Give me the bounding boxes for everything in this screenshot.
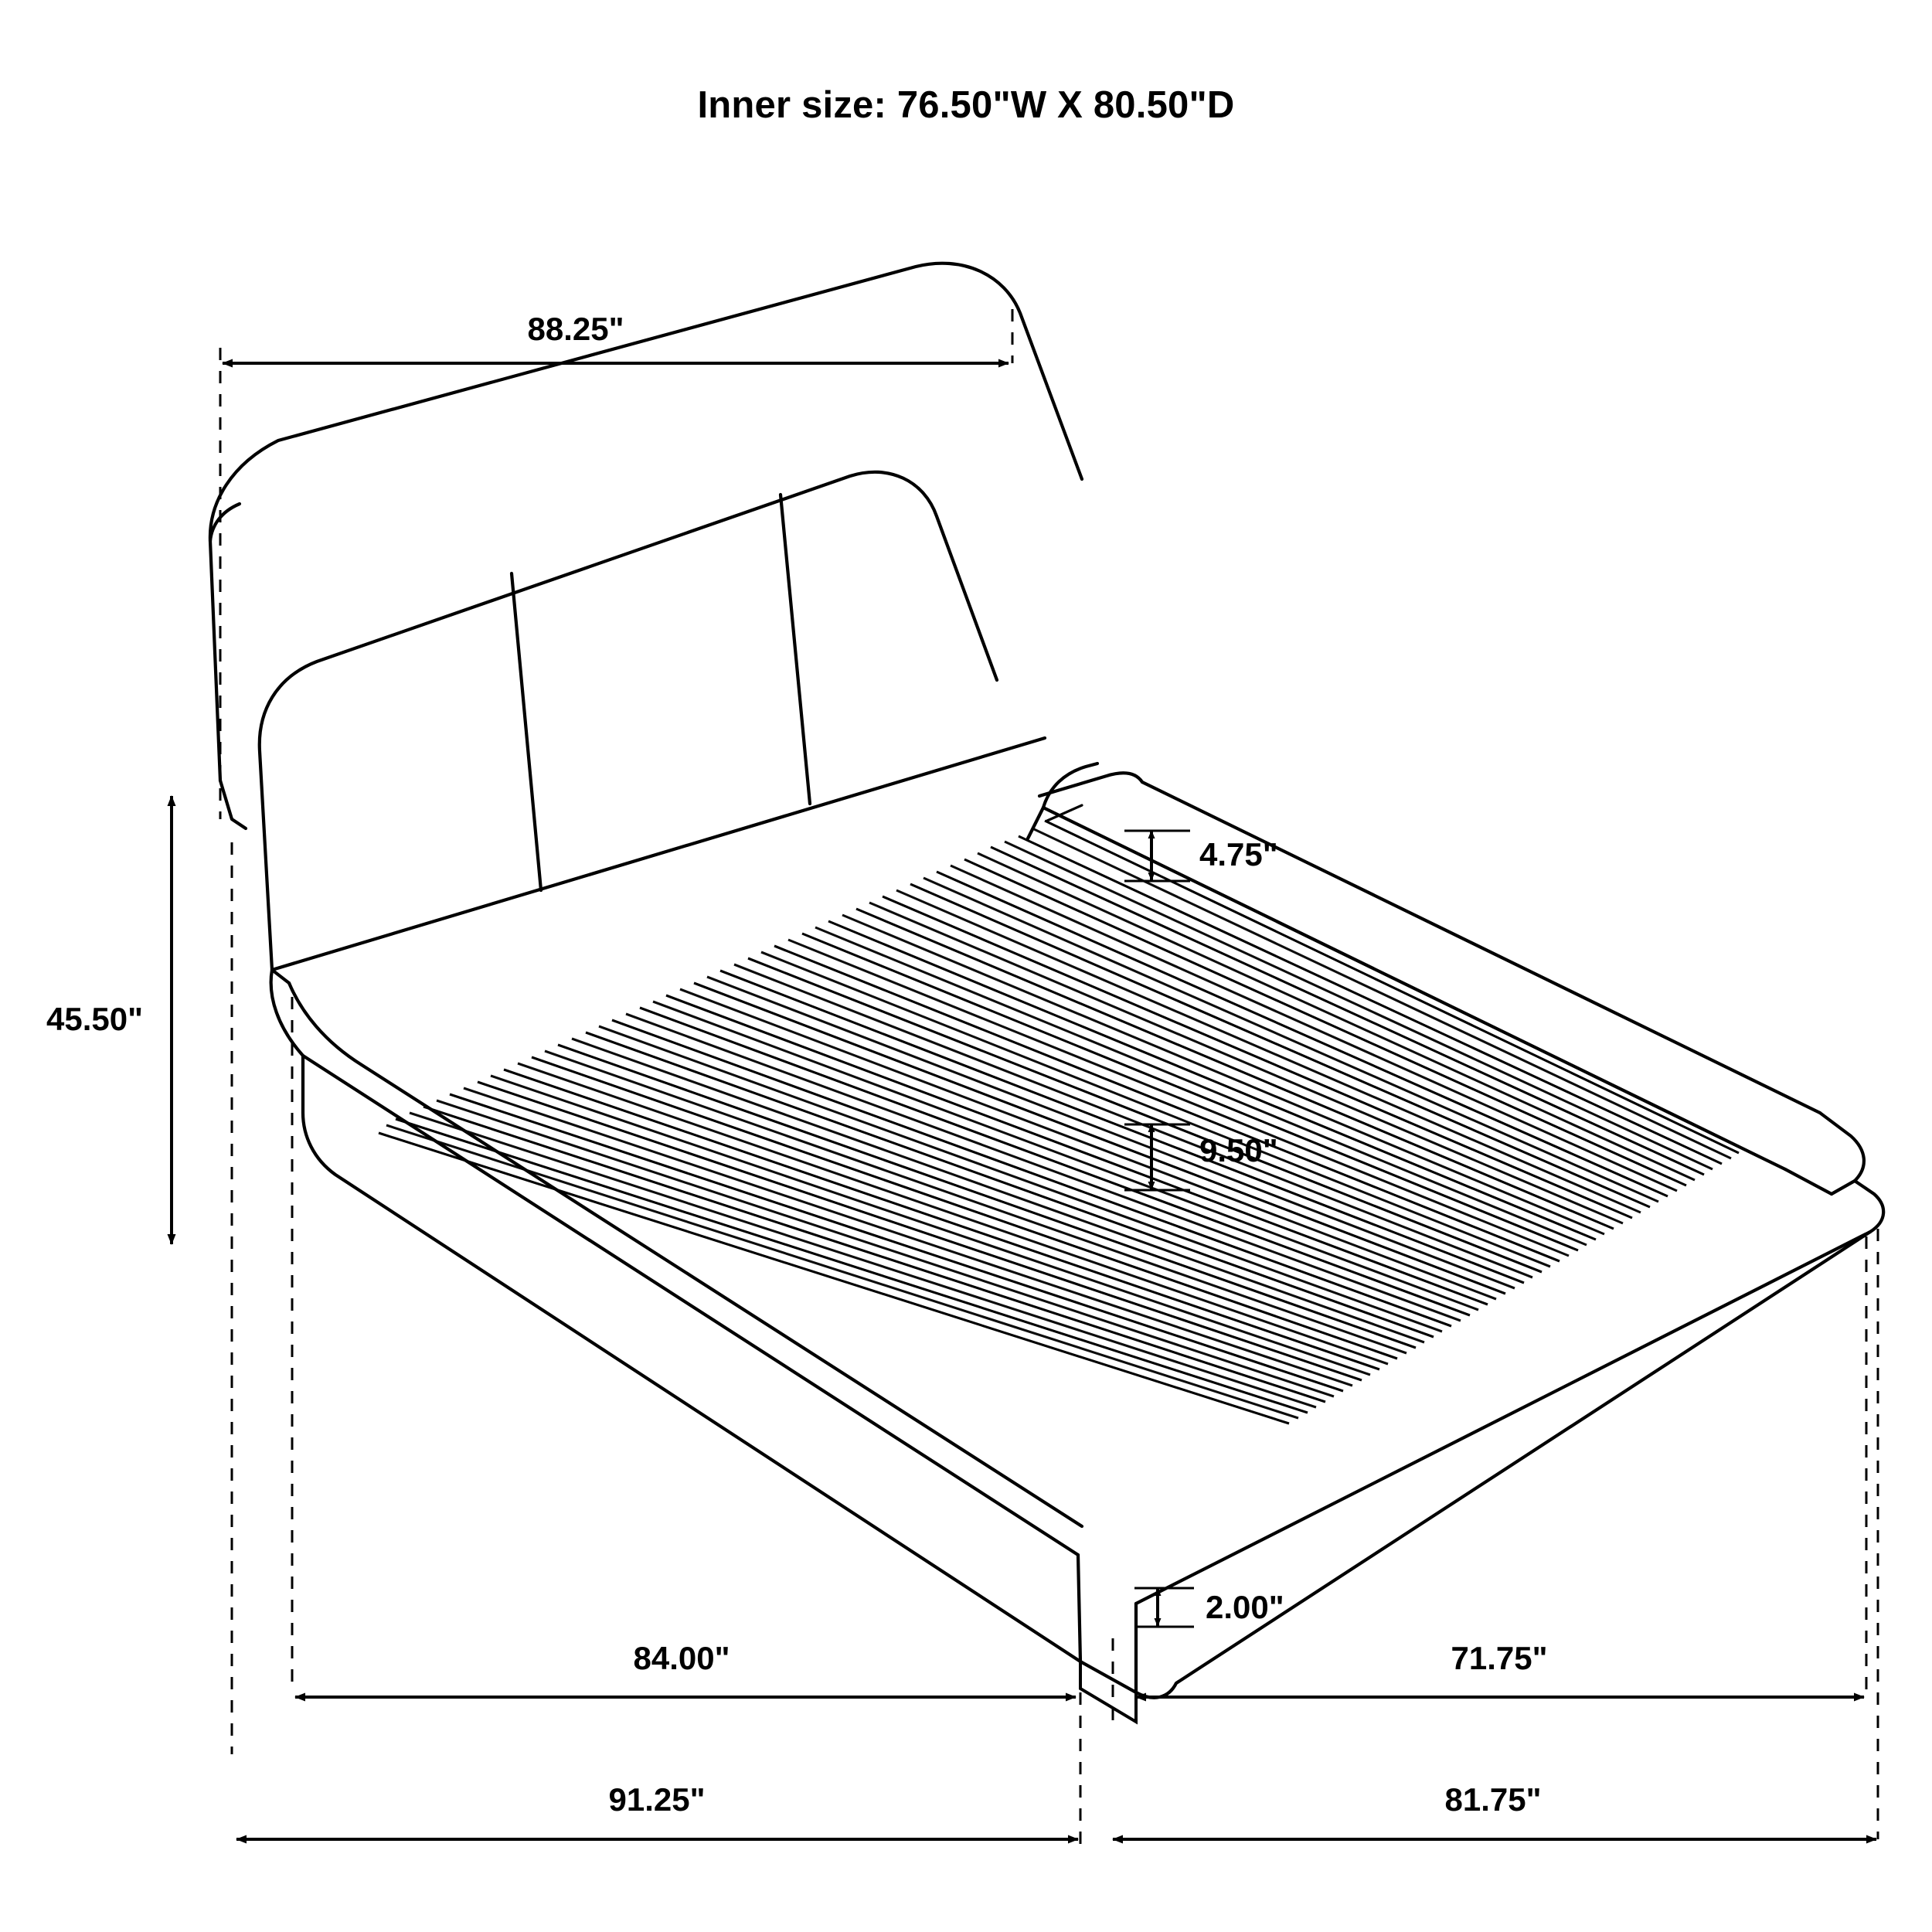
dimension-label-9-50: 9.50" (1199, 1132, 1278, 1168)
dimension-label-2-00: 2.00" (1206, 1589, 1284, 1625)
dimension-label-91-25: 91.25" (608, 1781, 706, 1818)
dimension-label-71-75: 71.75" (1451, 1640, 1548, 1676)
page-title: Inner size: 76.50"W X 80.50"D (697, 84, 1235, 126)
dimension-label-81-75: 81.75" (1444, 1781, 1542, 1818)
dimension-label-45-50: 45.50" (46, 1001, 144, 1037)
dimension-label-4-75: 4.75" (1199, 836, 1278, 872)
dimension-label-88-25: 88.25" (527, 311, 624, 347)
dimension-label-84-00: 84.00" (633, 1640, 730, 1676)
